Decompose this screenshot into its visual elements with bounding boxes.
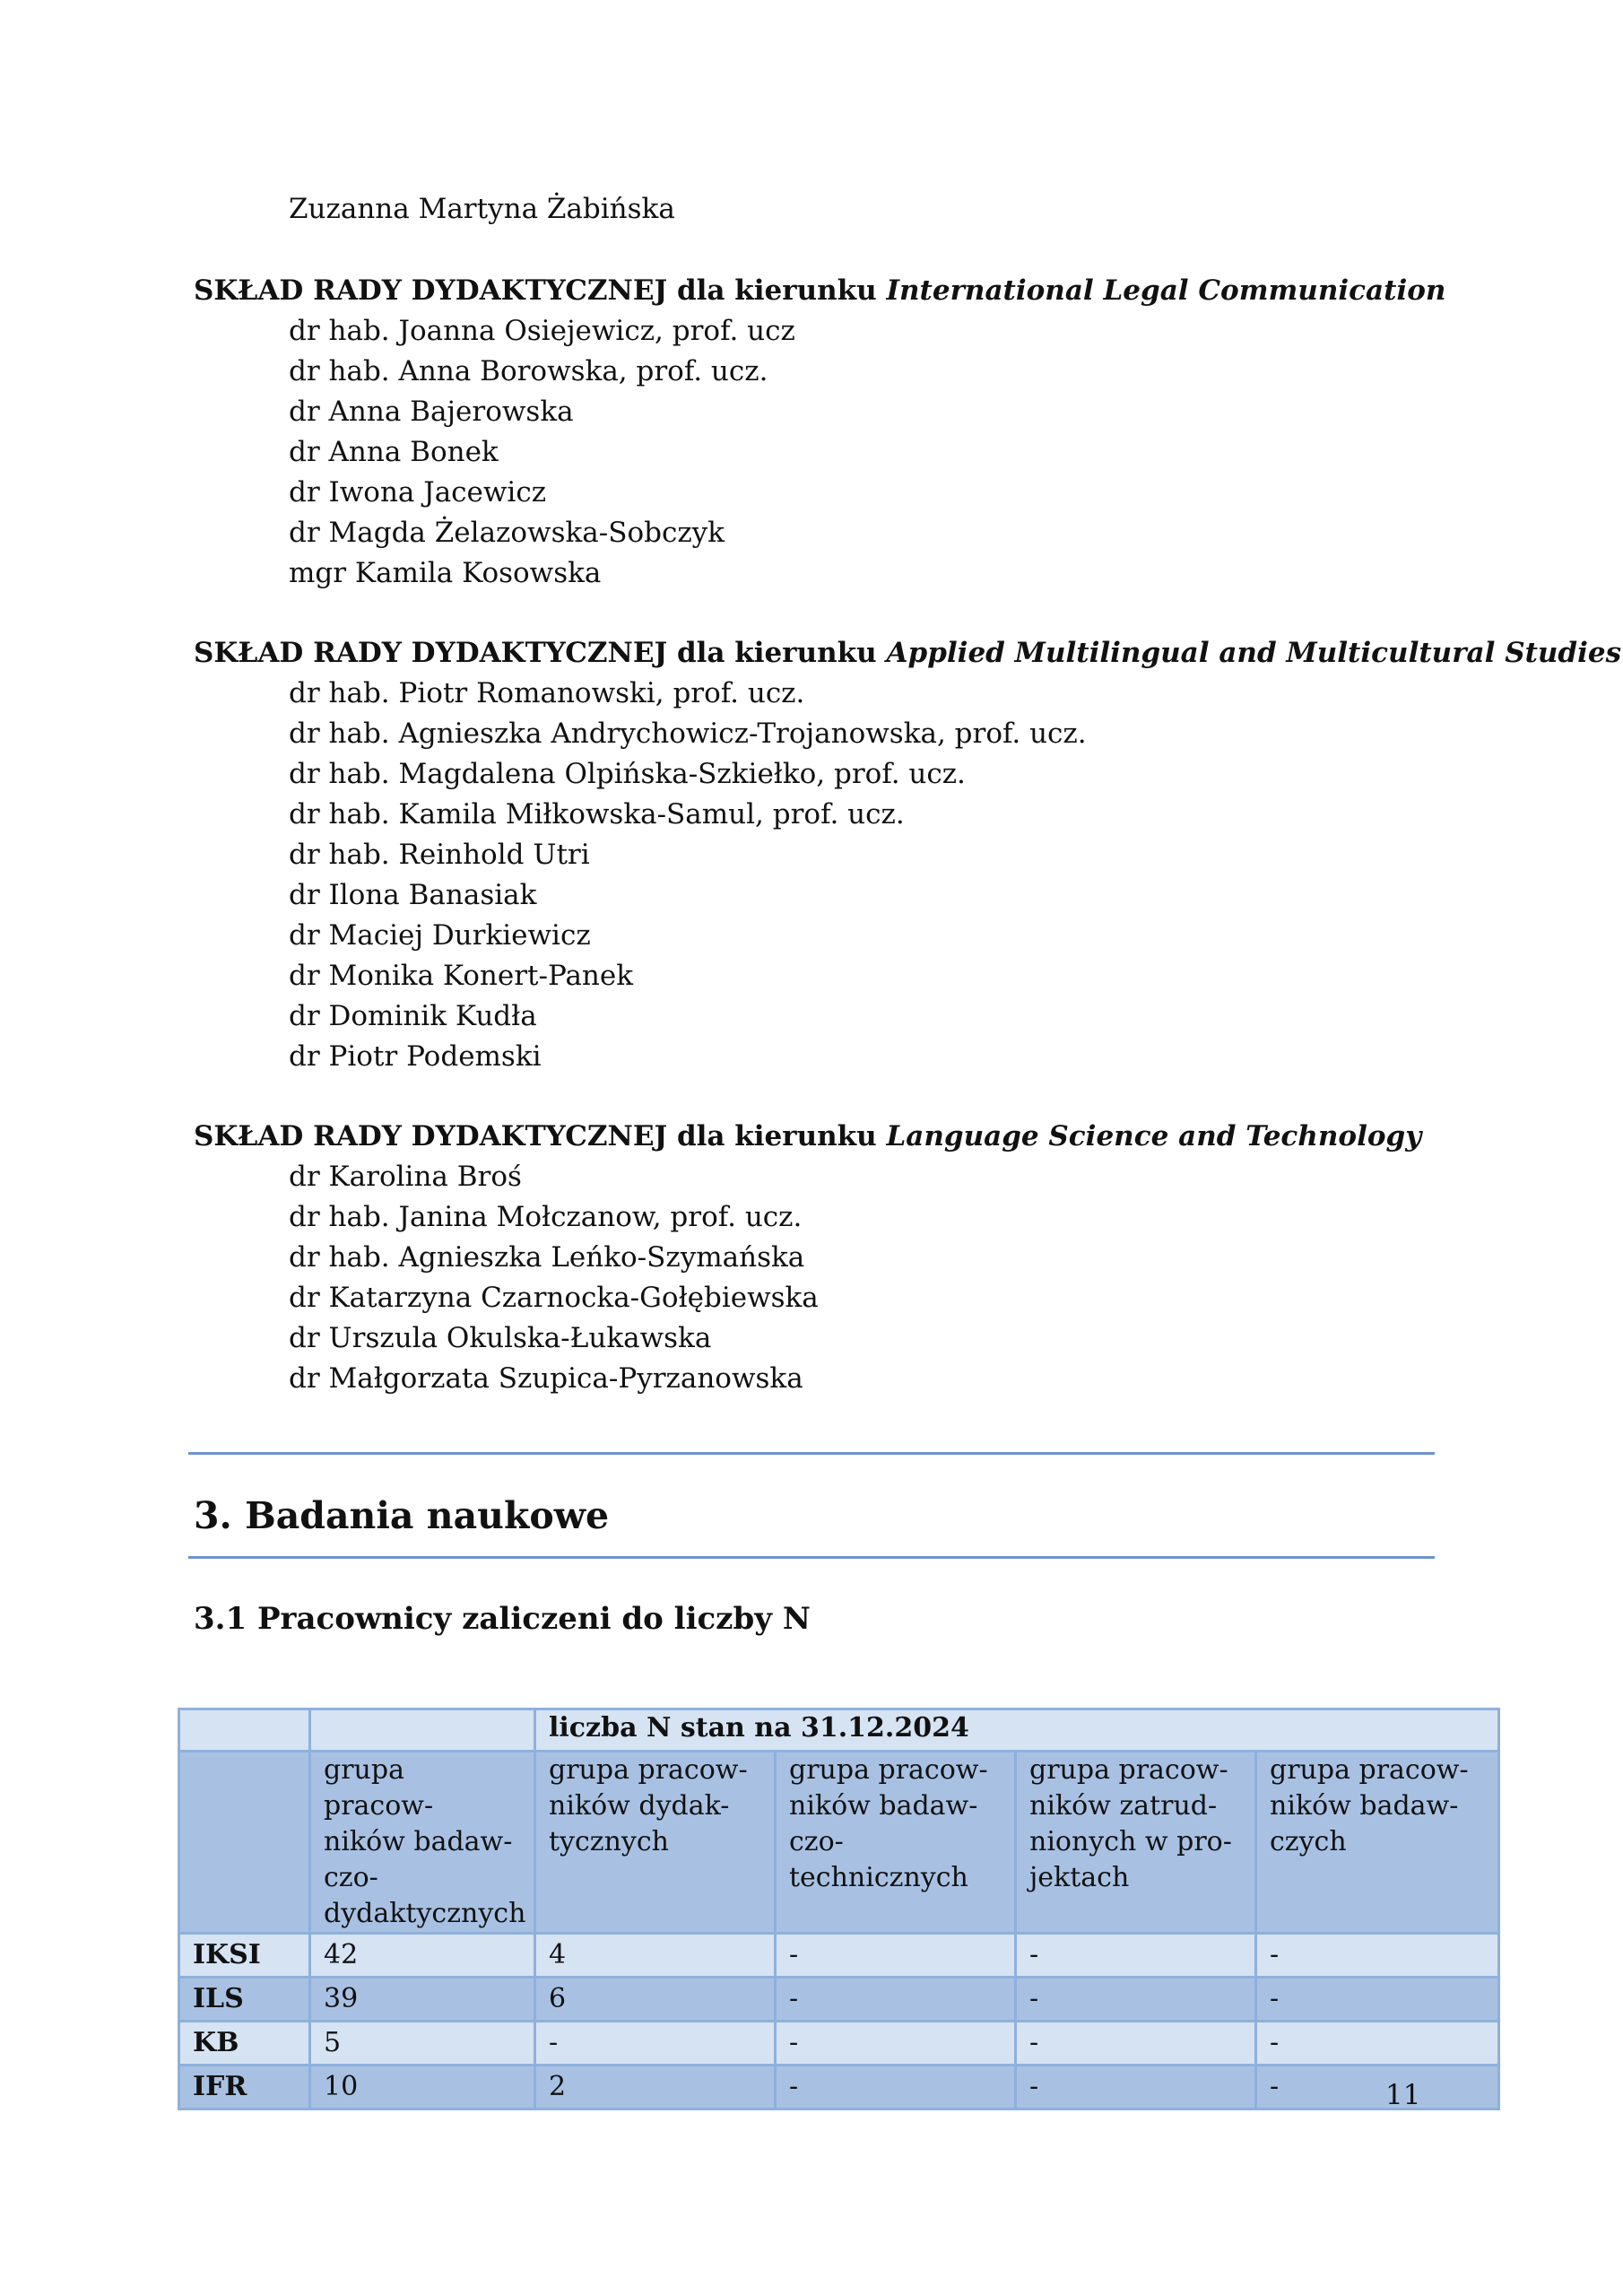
table-cell: -	[776, 1934, 1016, 1978]
column-header-line: ników badaw-	[1270, 1790, 1459, 1822]
member-name: dr hab. Piotr Romanowski, prof. ucz.	[289, 677, 805, 709]
member-name: dr hab. Magdalena Olpińska-Szkiełko, prof. ucz.	[289, 758, 966, 790]
table-cell	[179, 1709, 310, 1752]
table-cell	[179, 1752, 310, 1934]
table-cell: -	[1016, 2066, 1256, 2109]
row-label: IKSI	[179, 1934, 310, 1978]
council-heading	[194, 271, 1445, 310]
table-row	[179, 2022, 1499, 2066]
n-staff-table	[178, 1708, 1500, 2110]
member-name: dr hab. Kamila Miłkowska-Samul, prof. ucz.	[289, 798, 905, 831]
member-name: dr hab. Joanna Osiejewicz, prof. ucz	[289, 315, 795, 347]
column-header	[535, 1752, 776, 1934]
column-header	[776, 1752, 1016, 1934]
table-caption: liczba N stan na 31.12.2024	[535, 1709, 1499, 1752]
council-heading	[194, 633, 1621, 673]
member-name: dr hab. Anna Borowska, prof. ucz.	[289, 355, 768, 387]
member-name: dr Ilona Banasiak	[289, 879, 537, 911]
column-header	[1016, 1752, 1256, 1934]
member-name: dr Maciej Durkiewicz	[289, 919, 591, 952]
column-header-line: technicznych	[789, 1862, 968, 1893]
column-header	[310, 1752, 535, 1934]
section-divider	[188, 1452, 1435, 1455]
table-cell: 10	[310, 2066, 535, 2109]
member-name: mgr Kamila Kosowska	[289, 557, 602, 589]
member-name: dr Małgorzata Szupica-Pyrzanowska	[289, 1362, 803, 1395]
row-label: ILS	[179, 1978, 310, 2022]
column-header-line: czych	[1270, 1826, 1347, 1857]
row-label: IFR	[179, 2066, 310, 2109]
column-header	[1256, 1752, 1499, 1934]
table-row	[179, 2066, 1499, 2109]
member-name: dr Urszula Okulska-Łukawska	[289, 1322, 712, 1354]
table-cell: -	[1256, 1934, 1499, 1978]
member-name: dr hab. Reinhold Utri	[289, 839, 590, 871]
column-header-line: grupa pracow-	[1029, 1754, 1228, 1786]
page-number: 11	[1385, 2079, 1421, 2111]
column-header-line: ników dydak-	[549, 1790, 730, 1822]
column-header-line: grupa pracow-	[789, 1754, 988, 1786]
column-header-line: nionych w pro-	[1029, 1826, 1232, 1857]
column-header-line: grupa pracow-	[1270, 1754, 1469, 1786]
member-name: dr Katarzyna Czarnocka-Gołębiewska	[289, 1282, 819, 1314]
table-cell: -	[1256, 2022, 1499, 2066]
table-cell: -	[1256, 2066, 1499, 2109]
column-header-line: dydaktycznych	[324, 1898, 526, 1929]
member-name: dr Anna Bonek	[289, 436, 499, 468]
table-cell: 6	[535, 1978, 776, 2022]
table-caption-row	[179, 1709, 1499, 1752]
table-cell: -	[1256, 1978, 1499, 2022]
column-header-line: grupa pracow-	[324, 1754, 434, 1822]
member-name: dr Magda Żelazowska-Sobczyk	[289, 517, 725, 549]
table-cell: 39	[310, 1978, 535, 2022]
column-header-line: grupa pracow-	[549, 1754, 748, 1786]
table-cell: 42	[310, 1934, 535, 1978]
heading-text: SKŁAD RADY DYDAKTYCZNEJ dla kierunku	[194, 274, 887, 307]
subsection-title: 3.1 Pracownicy zaliczeni do liczby N	[194, 1601, 811, 1637]
table-cell: -	[535, 2022, 776, 2066]
table-cell: -	[776, 2022, 1016, 2066]
column-header-line: czo-	[324, 1862, 378, 1893]
table-cell: -	[1016, 1934, 1256, 1978]
column-header-line: jektach	[1029, 1862, 1130, 1893]
council-heading	[194, 1117, 1421, 1156]
column-header-line: ników badaw-	[324, 1826, 513, 1857]
member-name: dr Iwona Jacewicz	[289, 476, 547, 509]
column-header-line: ników badaw-	[789, 1790, 978, 1822]
table-cell	[310, 1709, 535, 1752]
program-name: International Legal Communication	[886, 274, 1446, 307]
table-cell: -	[776, 1978, 1016, 2022]
column-header-line: ników zatrud-	[1029, 1790, 1218, 1822]
member-name: dr hab. Janina Mołczanow, prof. ucz.	[289, 1201, 803, 1233]
heading-text: SKŁAD RADY DYDAKTYCZNEJ dla kierunku	[194, 1120, 887, 1152]
table-row	[179, 1934, 1499, 1978]
table-cell: -	[1016, 1978, 1256, 2022]
table-row	[179, 1978, 1499, 2022]
member-name: dr Anna Bajerowska	[289, 396, 574, 428]
member-name: dr Dominik Kudła	[289, 1000, 537, 1032]
table-cell: 4	[535, 1934, 776, 1978]
member-name: dr Piotr Podemski	[289, 1040, 542, 1073]
table-header-row	[179, 1752, 1499, 1934]
program-name: Applied Multilingual and Multicultural Studies	[886, 637, 1622, 669]
member-name: dr Karolina Broś	[289, 1161, 522, 1193]
member-name: dr Monika Konert-Panek	[289, 960, 634, 992]
column-header-line: czo-	[789, 1826, 844, 1857]
table-cell: -	[1016, 2022, 1256, 2066]
table-cell: -	[776, 2066, 1016, 2109]
member-name: Zuzanna Martyna Żabińska	[289, 193, 675, 225]
table-cell: 5	[310, 2022, 535, 2066]
section-divider	[188, 1556, 1435, 1559]
program-name: Language Science and Technology	[886, 1120, 1422, 1152]
heading-text: SKŁAD RADY DYDAKTYCZNEJ dla kierunku	[194, 637, 887, 669]
table-cell: 2	[535, 2066, 776, 2109]
member-name: dr hab. Agnieszka Leńko-Szymańska	[289, 1241, 805, 1274]
row-label: KB	[179, 2022, 310, 2066]
column-header-line: tycznych	[549, 1826, 670, 1857]
member-name: dr hab. Agnieszka Andrychowicz-Trojanowska, prof. ucz.	[289, 718, 1087, 750]
section-title: 3. Badania naukowe	[194, 1494, 610, 1537]
